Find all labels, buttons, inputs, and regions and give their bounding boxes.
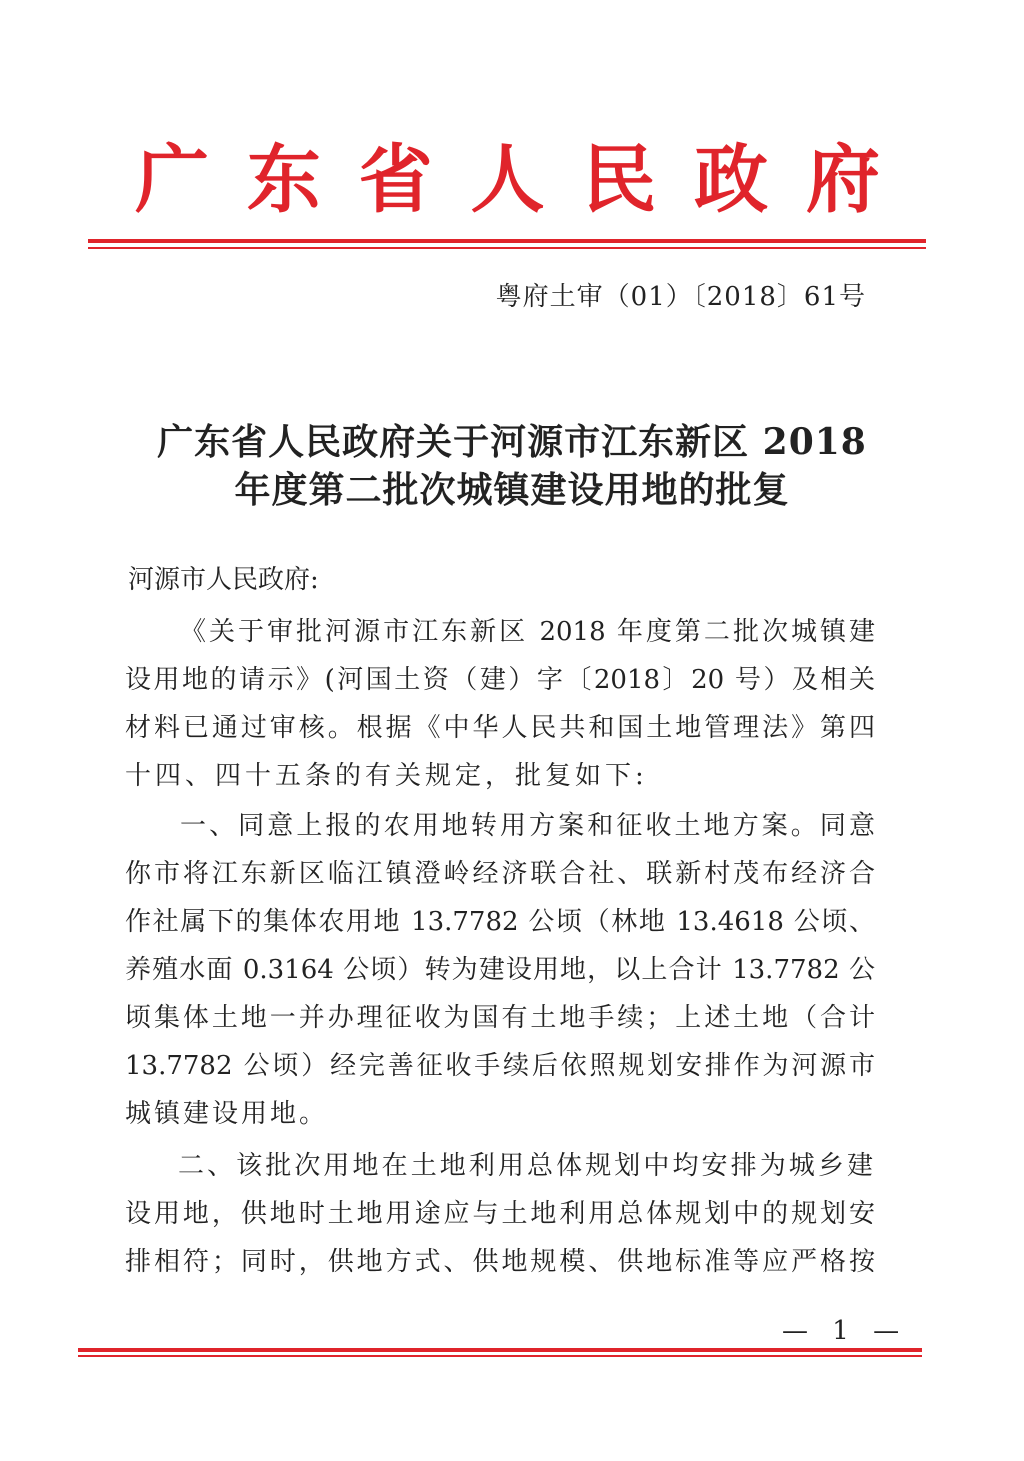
body-line: 顷集体土地一并办理征收为国有土地手续；上述土地（合计: [125, 1003, 875, 1033]
masthead-char: 民: [582, 137, 657, 223]
footer-divider-thin: [78, 1355, 922, 1357]
body-line: 二、该批次用地在土地利用总体规划中均安排为城乡建: [178, 1151, 873, 1181]
page-number: — 1 —: [782, 1316, 908, 1346]
footer-divider-thick: [78, 1348, 922, 1352]
issuer-masthead: [135, 130, 880, 230]
masthead-char: 府: [805, 137, 880, 223]
body-line: 养殖水面 0.3164 公顷）转为建设用地，以上合计 13.7782 公: [125, 955, 875, 985]
masthead-char: 东: [246, 137, 321, 223]
body-line: 一、同意上报的农用地转用方案和征收土地方案。同意: [180, 811, 875, 841]
body-line: 设用地的请示》(河国土资（建）字〔2018〕20 号）及相关: [125, 665, 875, 695]
body-line: 13.7782 公顷）经完善征收手续后依照规划安排作为河源市: [125, 1051, 875, 1081]
body-line: 你市将江东新区临江镇澄岭经济联合社、联新村茂布经济合: [125, 859, 875, 889]
body-line: 排相符；同时，供地方式、供地规模、供地标准等应严格按: [125, 1247, 875, 1277]
body-line: 设用地，供地时土地用途应与土地利用总体规划中的规划安: [125, 1199, 875, 1229]
document-number: 粤府土审（01）〔2018〕61号: [495, 282, 866, 312]
header-divider-thick: [88, 239, 926, 243]
masthead-char: 省: [358, 137, 433, 223]
body-line: 《关于审批河源市江东新区 2018 年度第二批次城镇建: [180, 617, 875, 647]
body-line: 十四、四十五条的有关规定，批复如下:: [125, 761, 648, 791]
body-line: 城镇建设用地。: [125, 1099, 329, 1129]
masthead-char: 广: [135, 137, 209, 223]
masthead-char: 人: [470, 137, 545, 223]
document-title-line-1: 广东省人民政府关于河源市江东新区 2018: [157, 421, 867, 463]
masthead-char: 政: [694, 137, 769, 223]
document-title-line-2: 年度第二批次城镇建设用地的批复: [234, 469, 790, 511]
body-line: 作社属下的集体农用地 13.7782 公顷（林地 13.4618 公顷、: [125, 907, 875, 937]
body-line: 材料已通过审核。根据《中华人民共和国土地管理法》第四: [125, 713, 875, 743]
header-divider-thin: [88, 247, 926, 249]
salutation: 河源市人民政府:: [128, 565, 319, 595]
